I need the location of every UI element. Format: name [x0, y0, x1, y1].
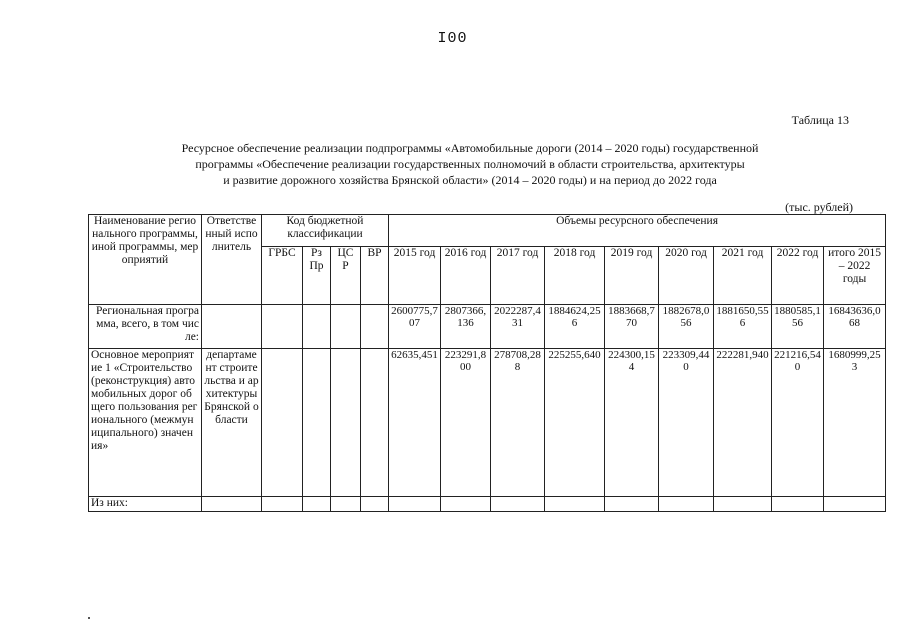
heading-line: и развитие дорожного хозяйства Брянской области» (2014 – 2020 годы) и на период до 2022 года [223, 173, 717, 187]
header-year: 2018 год [545, 247, 605, 305]
header-year: 2015 год [389, 247, 441, 305]
row-value [659, 497, 714, 512]
row-value: 278708,288 [491, 349, 545, 497]
row-rzpr [303, 305, 331, 349]
header-year: 2016 год [441, 247, 491, 305]
row-vr [361, 349, 389, 497]
header-year: 2021 год [714, 247, 772, 305]
heading-line: Ресурсное обеспечение реализации подпрограммы «Автомобильные дороги (2014 – 2020 годы) государственной [181, 141, 759, 155]
row-value-total: 1680999,253 [824, 349, 886, 497]
resource-table [88, 214, 886, 512]
row-value: 1884624,256 [545, 305, 605, 349]
header-year: 2022 год [772, 247, 824, 305]
row-value [389, 497, 441, 512]
table-row [89, 349, 886, 497]
heading-line: программы «Обеспечение реализации государственных полномочий в области строительства, архитектуры [195, 157, 745, 171]
row-rzpr [303, 497, 331, 512]
row-value [714, 497, 772, 512]
row-vr [361, 305, 389, 349]
header-budget-code: Код бюджетной классификации [262, 215, 389, 247]
row-value [545, 497, 605, 512]
row-value: 2600775,707 [389, 305, 441, 349]
header-csr: ЦС Р [331, 247, 361, 305]
row-value-total [824, 497, 886, 512]
scan-speck [88, 617, 90, 619]
header-year: 2020 год [659, 247, 714, 305]
row-responsible [202, 305, 262, 349]
page-number: I00 [437, 30, 468, 47]
row-value: 224300,154 [605, 349, 659, 497]
row-value: 221216,540 [772, 349, 824, 497]
row-value-total: 16843636,068 [824, 305, 886, 349]
row-name: Из них: [89, 497, 202, 512]
table-heading [120, 140, 820, 188]
header-vr: ВР [361, 247, 389, 305]
header-year-total: итого 2015 – 2022 годы [824, 247, 886, 305]
row-responsible [202, 497, 262, 512]
row-name: Региональная программа, всего, в том числе: [89, 305, 202, 349]
row-csr [331, 497, 361, 512]
row-value: 62635,451 [389, 349, 441, 497]
header-year: 2019 год [605, 247, 659, 305]
row-value [772, 497, 824, 512]
row-value [441, 497, 491, 512]
units-label: (тыс. рублей) [785, 200, 853, 214]
header-row [89, 215, 886, 247]
header-responsible: Ответственный исполнитель [202, 215, 262, 305]
table-label: Таблица 13 [791, 113, 849, 127]
row-value: 222281,940 [714, 349, 772, 497]
row-grbs [262, 349, 303, 497]
table-row [89, 497, 886, 512]
row-csr [331, 305, 361, 349]
row-value: 2022287,431 [491, 305, 545, 349]
header-year: 2017 год [491, 247, 545, 305]
header-name: Наименование регионального программы, иной программы, мероприятий [89, 215, 202, 305]
row-grbs [262, 497, 303, 512]
row-value: 1882678,056 [659, 305, 714, 349]
row-vr [361, 497, 389, 512]
row-grbs [262, 305, 303, 349]
row-csr [331, 349, 361, 497]
table-row [89, 305, 886, 349]
row-value [491, 497, 545, 512]
row-value [605, 497, 659, 512]
row-name: Основное мероприятие 1 «Строительство (реконструкция) автомобильных дорог общего пользования регионального (межмуниципального) значения» [89, 349, 202, 497]
row-value: 223309,440 [659, 349, 714, 497]
row-rzpr [303, 349, 331, 497]
header-rzpr: Рз Пр [303, 247, 331, 305]
row-value: 225255,640 [545, 349, 605, 497]
header-resources: Объемы ресурсного обеспечения [389, 215, 886, 247]
row-value: 1880585,156 [772, 305, 824, 349]
row-value: 223291,800 [441, 349, 491, 497]
row-value: 1881650,556 [714, 305, 772, 349]
row-value: 1883668,770 [605, 305, 659, 349]
header-grbs: ГРБС [262, 247, 303, 305]
row-value: 2807366,136 [441, 305, 491, 349]
row-responsible: департамент строительства и архитектуры Брянской области [202, 349, 262, 497]
